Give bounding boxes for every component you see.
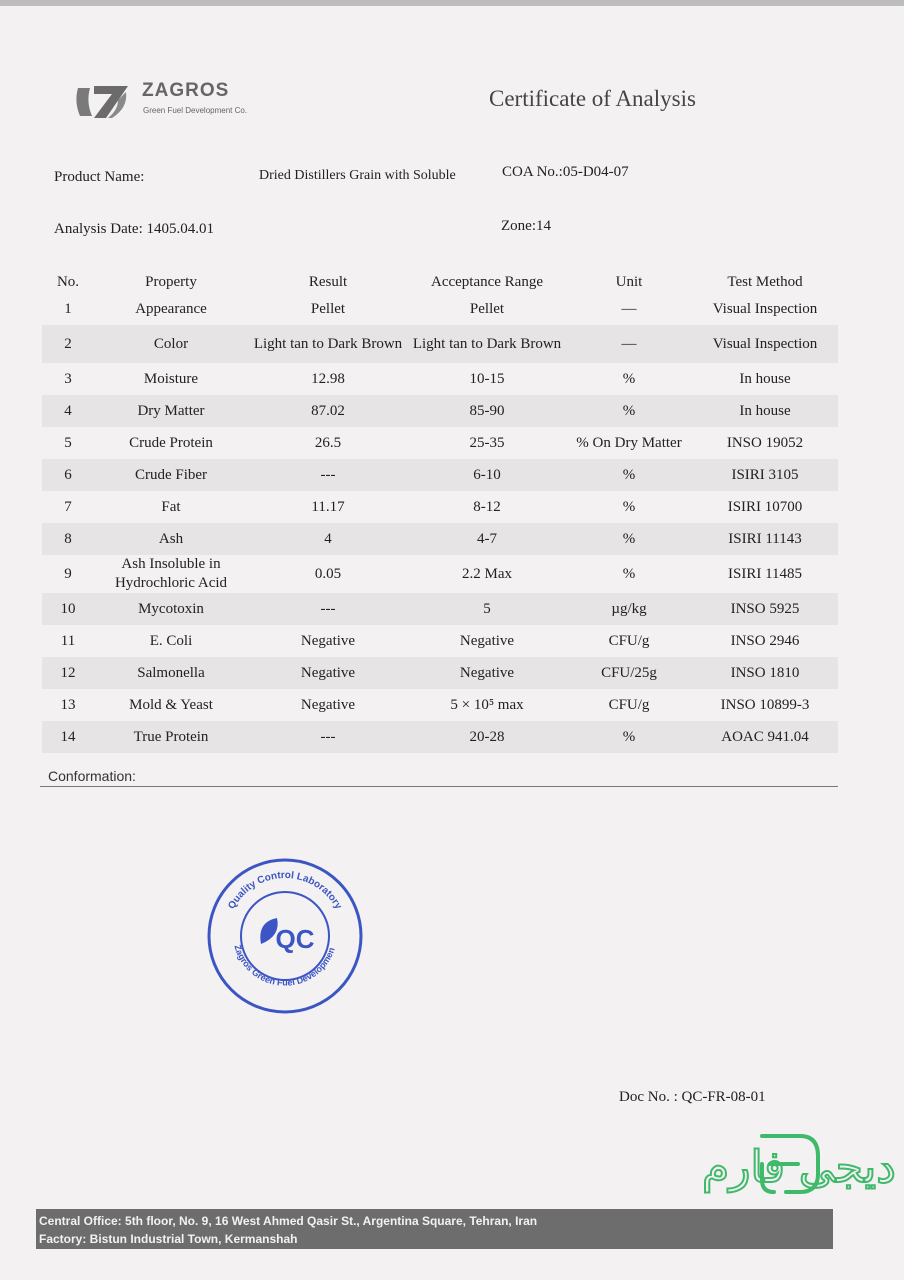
table-row bbox=[42, 657, 838, 689]
table-row bbox=[42, 555, 838, 593]
cell-unit: % bbox=[622, 565, 636, 582]
cell-result: 0.05 bbox=[314, 565, 342, 582]
cell-range: 6-10 bbox=[408, 459, 566, 491]
coa-number: COA No.:05-D04-07 bbox=[502, 164, 629, 180]
cell-range: 20-28 bbox=[408, 721, 566, 753]
cell-property: Ash bbox=[94, 523, 248, 555]
header-property: Property bbox=[145, 274, 197, 290]
cell-no: 5 bbox=[64, 434, 72, 451]
cell-method: INSO 10899-3 bbox=[720, 696, 810, 713]
cell-result: 12.98 bbox=[311, 370, 345, 387]
conformation-label: Conformation: bbox=[48, 768, 136, 784]
cell-range: 5 bbox=[408, 593, 566, 625]
cell-no: 1 bbox=[64, 300, 72, 317]
stamp-center-text: QC bbox=[275, 924, 315, 954]
table-row bbox=[42, 523, 838, 555]
cell-range: 2.2 Max bbox=[462, 565, 512, 582]
cell-unit: % bbox=[566, 459, 692, 491]
conformation-divider bbox=[40, 786, 838, 787]
cell-range: 85-90 bbox=[408, 395, 566, 427]
cell-range: 8-12 bbox=[473, 498, 501, 515]
header-test-method: Test Method bbox=[727, 274, 803, 290]
cell-property: Ash Insoluble in Hydrochloric Acid bbox=[114, 556, 228, 591]
header-acceptance-range: Acceptance Range bbox=[430, 274, 544, 290]
cell-property: Moisture bbox=[143, 370, 199, 387]
cell-unit: — bbox=[566, 325, 692, 363]
document-title: Certificate of Analysis bbox=[489, 86, 696, 111]
analysis-date: Analysis Date: 1405.04.01 bbox=[54, 221, 214, 237]
cell-method: INSO 5925 bbox=[692, 593, 838, 625]
cell-unit: % bbox=[566, 523, 692, 555]
product-name-label: Product Name: bbox=[54, 169, 145, 185]
svg-text:Quality Control Laboratory bbox=[226, 870, 344, 912]
table-row bbox=[42, 395, 838, 427]
cell-property: Mycotoxin bbox=[94, 593, 248, 625]
cell-no: 12 bbox=[42, 657, 94, 689]
cell-property: Salmonella bbox=[94, 657, 248, 689]
table-row bbox=[42, 459, 838, 491]
cell-range: Pellet bbox=[469, 300, 505, 317]
cell-result: Light tan to Dark Brown bbox=[248, 325, 408, 363]
cell-property: E. Coli bbox=[149, 632, 193, 649]
cell-method: ISIRI 11485 bbox=[727, 565, 803, 582]
cell-no: 9 bbox=[64, 565, 72, 582]
cell-range: 4-7 bbox=[408, 523, 566, 555]
cell-no: 3 bbox=[64, 370, 72, 387]
cell-property: Color bbox=[94, 325, 248, 363]
cell-result: 4 bbox=[248, 523, 408, 555]
cell-no: 7 bbox=[64, 498, 72, 515]
cell-method: ISIRI 3105 bbox=[692, 459, 838, 491]
cell-result: Negative bbox=[300, 632, 356, 649]
cell-no: 11 bbox=[60, 632, 76, 649]
cell-no: 13 bbox=[60, 696, 76, 713]
cell-unit: CFU/25g bbox=[566, 657, 692, 689]
table-row bbox=[42, 721, 838, 753]
cell-property: True Protein bbox=[94, 721, 248, 753]
footer-factory: Factory: Bistun Industrial Town, Kermanshah bbox=[39, 1232, 298, 1246]
cell-method: Visual Inspection bbox=[712, 300, 818, 317]
zagros-logo-icon bbox=[72, 78, 132, 126]
header-unit: Unit bbox=[615, 274, 643, 290]
cell-no: 10 bbox=[42, 593, 94, 625]
watermark-text: دیجی فارم bbox=[702, 1142, 896, 1193]
cell-result: --- bbox=[248, 593, 408, 625]
zone: Zone:14 bbox=[501, 218, 551, 234]
cell-property: Fat bbox=[161, 498, 181, 515]
company-brand: ZAGROS bbox=[142, 80, 230, 101]
company-logo bbox=[72, 78, 312, 128]
footer-office: Central Office: 5th floor, No. 9, 16 West Ahmed Qasir St., Argentina Square, Tehran, Iran bbox=[39, 1214, 538, 1228]
cell-method: AOAC 941.04 bbox=[692, 721, 838, 753]
cell-method: ISIRI 11143 bbox=[692, 523, 838, 555]
stamp-bottom-text: Zagros Green Fuel Developmen bbox=[232, 943, 337, 988]
header-no: No. bbox=[56, 274, 80, 290]
table-row bbox=[42, 427, 838, 459]
digifarm-watermark bbox=[462, 1126, 896, 1198]
cell-range: Negative bbox=[408, 657, 566, 689]
cell-property: Dry Matter bbox=[94, 395, 248, 427]
cell-property: Crude Protein bbox=[129, 434, 213, 451]
cell-method: INSO 1810 bbox=[692, 657, 838, 689]
analysis-table bbox=[42, 262, 838, 753]
cell-no: 6 bbox=[42, 459, 94, 491]
cell-result: 11.17 bbox=[311, 498, 345, 515]
cell-result: 87.02 bbox=[248, 395, 408, 427]
cell-unit: µg/kg bbox=[566, 593, 692, 625]
table-row bbox=[42, 293, 838, 325]
cell-unit: % On Dry Matter bbox=[576, 434, 682, 451]
page-top-edge bbox=[0, 0, 904, 6]
cell-no: 14 bbox=[42, 721, 94, 753]
document-number: Doc No. : QC-FR-08-01 bbox=[619, 1089, 766, 1105]
cell-range: 25-35 bbox=[469, 434, 505, 451]
header-result: Result bbox=[308, 274, 348, 290]
cell-method: Visual Inspection bbox=[692, 325, 838, 363]
cell-no: 4 bbox=[42, 395, 94, 427]
qc-stamp bbox=[205, 856, 365, 1016]
cell-range: 10-15 bbox=[469, 370, 505, 387]
footer-bar bbox=[36, 1209, 833, 1249]
table-row bbox=[42, 363, 838, 395]
cell-range: Light tan to Dark Brown bbox=[408, 325, 566, 363]
cell-unit: % bbox=[622, 370, 636, 387]
cell-method: In house bbox=[739, 370, 791, 387]
cell-property: Appearance bbox=[135, 300, 207, 317]
product-name-value: Dried Distillers Grain with Soluble bbox=[259, 168, 456, 183]
cell-result: --- bbox=[248, 721, 408, 753]
cell-unit: CFU/g bbox=[608, 632, 650, 649]
cell-method: ISIRI 10700 bbox=[727, 498, 803, 515]
table-row bbox=[42, 689, 838, 721]
cell-method: INSO 19052 bbox=[726, 434, 804, 451]
cell-result: --- bbox=[248, 459, 408, 491]
table-row bbox=[42, 491, 838, 523]
table-header-row bbox=[42, 262, 838, 293]
cell-property: Mold & Yeast bbox=[129, 696, 213, 713]
cell-unit: % bbox=[622, 498, 636, 515]
table-row bbox=[42, 593, 838, 625]
cell-result: Negative bbox=[248, 657, 408, 689]
cell-unit: — bbox=[621, 300, 637, 317]
table-row bbox=[42, 625, 838, 657]
company-tagline: Green Fuel Development Co. bbox=[143, 106, 248, 115]
cell-no: 8 bbox=[42, 523, 94, 555]
cell-method: INSO 2946 bbox=[730, 632, 800, 649]
cell-property: Crude Fiber bbox=[94, 459, 248, 491]
stamp-top-text: Quality Control Laboratory bbox=[226, 869, 344, 912]
table-row bbox=[42, 325, 838, 363]
cell-method: In house bbox=[692, 395, 838, 427]
cell-unit: % bbox=[566, 395, 692, 427]
cell-result: Pellet bbox=[310, 300, 346, 317]
cell-unit: CFU/g bbox=[608, 696, 650, 713]
cell-range: Negative bbox=[459, 632, 515, 649]
cell-range: 5 × 10⁵ max bbox=[450, 696, 524, 713]
cell-result: Negative bbox=[300, 696, 356, 713]
cell-result: 26.5 bbox=[314, 434, 342, 451]
cell-no: 2 bbox=[42, 325, 94, 363]
cell-unit: % bbox=[566, 721, 692, 753]
